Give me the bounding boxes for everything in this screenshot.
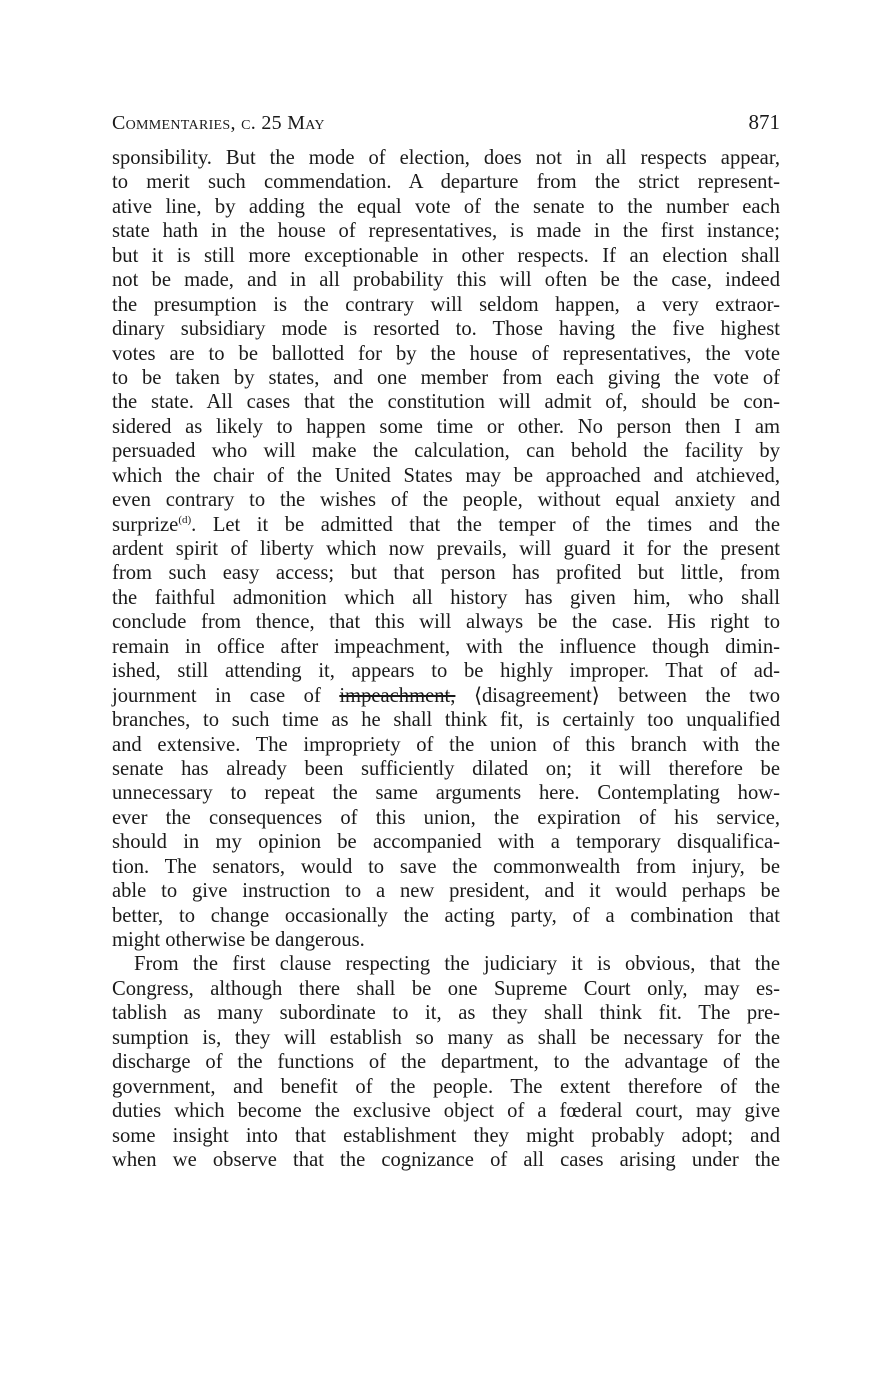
text-line: tion. The senators, would to save the commonwealth from injury, be [112, 855, 780, 878]
text-line: unnecessary to repeat the same arguments here. Contemplating how- [112, 782, 780, 805]
text-line: not be made, and in all probability this will often be the case, indeed [112, 269, 780, 292]
text-line: and extensive. The impropriety of the union of this branch with the [112, 733, 780, 756]
text-line: to be taken by states, and one member from each giving the vote of [112, 366, 780, 389]
footnote-marker[interactable]: (d) [178, 513, 192, 526]
text-line: sumption is, they will establish so many as shall be necessary for the [112, 1026, 780, 1049]
text-line: branches, to such time as he shall think fit, is certainly too unqualified [112, 709, 780, 732]
text-line: to merit such commendation. A departure from the strict represent- [112, 171, 780, 194]
text-line: but it is still more exceptionable in other respects. If an election shall [112, 244, 780, 267]
text-line: dinary subsidiary mode is resorted to. Those having the five highest [112, 318, 780, 341]
text-line: tablish as many subordinate to it, as they shall think fit. The pre- [112, 1002, 780, 1025]
text-line: discharge of the functions of the department, to the advantage of the [112, 1051, 780, 1074]
text-line: Congress, although there shall be one Supreme Court only, may es- [112, 977, 780, 1000]
text-line: ardent spirit of liberty which now prevails, will guard it for the present [112, 538, 780, 560]
surprize-rest: . Let it be admitted that the temper of the times and the [191, 513, 780, 536]
text-line: when we observe that the cognizance of all cases arising under the [112, 1148, 780, 1171]
text-line: might otherwise be dangerous. [112, 929, 365, 951]
text-line: the state. All cases that the constitution will admit of, should be con- [112, 391, 780, 414]
text-line: From the first clause respecting the judiciary it is obvious, that the [134, 953, 780, 976]
text-line: which the chair of the United States may be approached and atchieved, [112, 464, 780, 487]
text-line: from such easy access; but that person has profited but little, from [112, 562, 780, 585]
text-line: able to give instruction to a new president, and it would perhaps be [112, 880, 780, 903]
text-line: state hath in the house of representatives, is made in the first instance; [112, 220, 780, 243]
page-header [112, 110, 780, 136]
text-line: sidered as likely to happen some time or other. No person then I am [112, 415, 780, 438]
running-head: Commentaries, c. 25 May [112, 112, 325, 134]
adjourn-start: journment in case of [112, 684, 340, 707]
text-line-edit [112, 684, 780, 708]
text-line: sponsibility. But the mode of election, does not in all respects appear, [112, 147, 780, 169]
text-line-footnote [112, 513, 780, 537]
struck-word: impeachment, [339, 684, 456, 707]
text-line: senate has already been sufficiently dilated on; it will therefore be [112, 757, 780, 780]
text-line: duties which become the exclusive object of a fœderal court, may give [112, 1100, 780, 1123]
text-line: some insight into that establishment they might probably adopt; and [112, 1124, 780, 1147]
document-page [112, 110, 780, 1172]
adjourn-end: ⟨disagreement⟩ between the two [455, 684, 780, 707]
text-line: the faithful admonition which all history has given him, who shall [112, 586, 780, 609]
text-line: votes are to be ballotted for by the house of representatives, the vote [112, 342, 780, 365]
surprize-word: surprize [112, 513, 179, 536]
text-line: persuaded who will make the calculation, can behold the facility by [112, 440, 780, 463]
text-line: ever the consequences of this union, the expiration of his service, [112, 806, 780, 829]
text-line: better, to change occasionally the acting party, of a combination that [112, 904, 780, 927]
text-line: should in my opinion be accompanied with a temporary disqualifica- [112, 831, 780, 854]
text-line: government, and benefit of the people. The extent therefore of the [112, 1075, 780, 1098]
text-line: ished, still attending it, appears to be highly improper. That of ad- [112, 660, 780, 683]
body-text [112, 146, 780, 1172]
text-line: even contrary to the wishes of the people, without equal anxiety and [112, 489, 780, 512]
text-line: conclude from thence, that this will always be the case. His right to [112, 611, 780, 634]
page-number: 871 [748, 110, 780, 134]
text-line: ative line, by adding the equal vote of the senate to the number each [112, 195, 780, 218]
text-line: remain in office after impeachment, with the influence though dimin- [112, 635, 780, 658]
text-line: the presumption is the contrary will seldom happen, a very extraor- [112, 293, 780, 316]
